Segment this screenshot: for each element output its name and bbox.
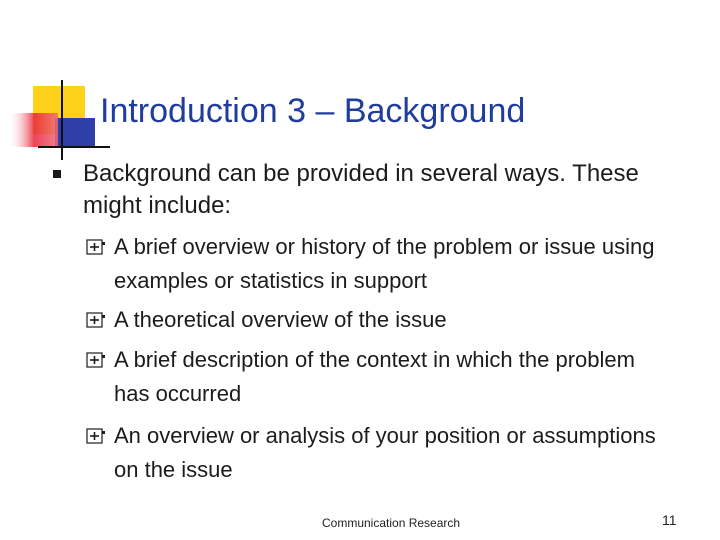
sub-bullet-text: A brief overview or history of the problem or issue using examples or statistics in support [114, 234, 655, 293]
sub-bullet-text: An overview or analysis of your position or assumptions on the issue [114, 423, 656, 482]
plus-box-icon [86, 239, 106, 255]
page-number: 11 [662, 512, 677, 528]
slide-footer: Communication Research [322, 516, 461, 530]
sub-bullet [114, 303, 674, 337]
plus-box-icon [86, 312, 106, 328]
sub-bullet-text: A theoretical overview of the issue [114, 307, 447, 332]
plus-box-icon [86, 428, 106, 444]
plus-box-icon [86, 352, 106, 368]
sub-bullet-text: A brief description of the context in which the problem has occurred [114, 347, 635, 406]
sub-bullet [114, 419, 674, 487]
slide-logo-graphic [0, 0, 110, 170]
slide-title: Introduction 3 – Background [100, 92, 526, 130]
sub-bullet [114, 230, 674, 298]
bullet-square-icon [53, 170, 61, 178]
sub-bullet [114, 343, 674, 411]
main-bullet-text: Background can be provided in several ways. These might include: [83, 160, 639, 219]
